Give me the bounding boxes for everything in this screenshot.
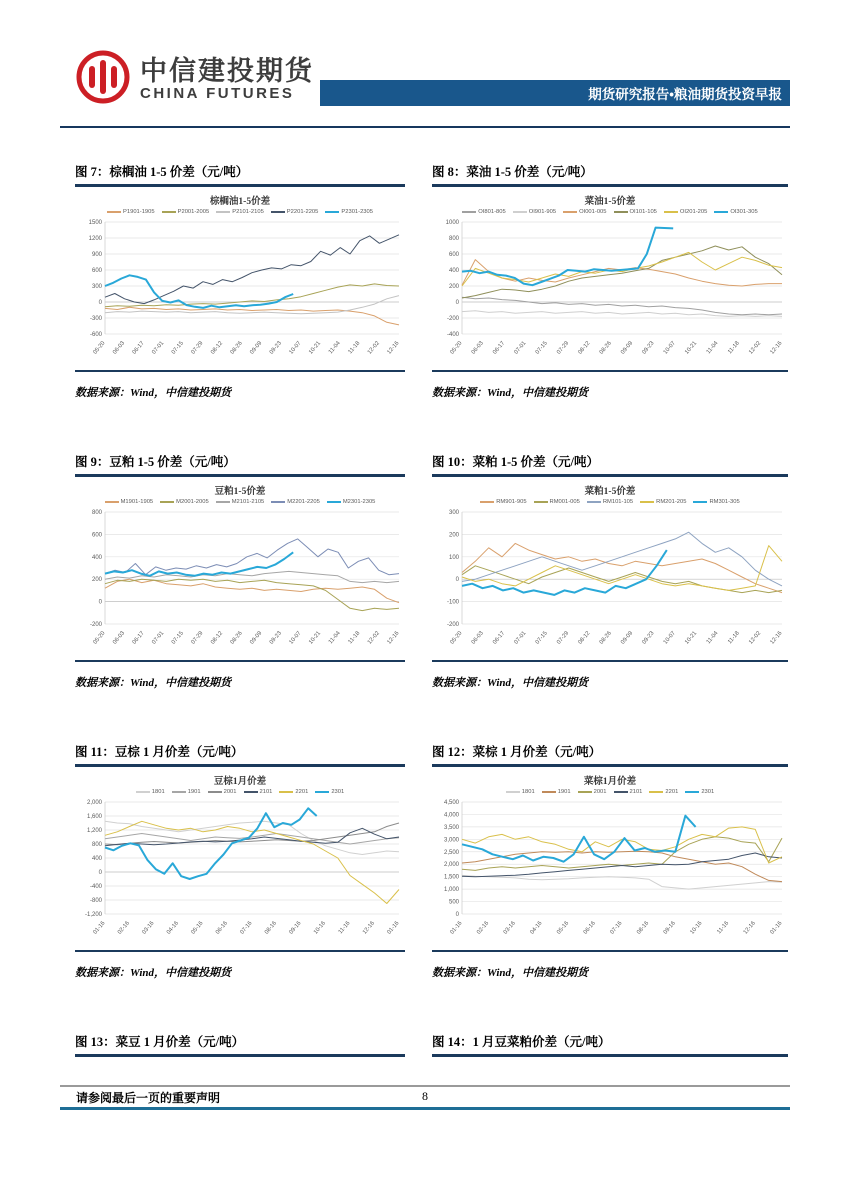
svg-text:10-21: 10-21 (308, 630, 323, 646)
figure-7-chart (75, 187, 405, 372)
legend-swatch (216, 501, 230, 503)
legend-label: P1901-1905 (123, 209, 155, 215)
legend-swatch (172, 791, 186, 793)
svg-text:10-21: 10-21 (684, 630, 699, 646)
svg-text:600: 600 (448, 252, 459, 258)
svg-text:08-12: 08-12 (577, 630, 592, 646)
legend-label: 1901 (557, 789, 571, 795)
svg-text:08-26: 08-26 (598, 340, 613, 356)
legend-swatch (563, 211, 577, 213)
svg-text:11-16: 11-16 (716, 920, 731, 936)
figure-13-caption: 图 13：菜豆 1 月价差（元/吨） (75, 1032, 405, 1057)
legend-label: M2201-2205 (287, 499, 320, 505)
legend-item (162, 209, 210, 215)
legend-label: 2301 (701, 789, 715, 795)
svg-text:08-12: 08-12 (577, 340, 592, 356)
svg-text:08-12: 08-12 (210, 340, 225, 356)
svg-text:200: 200 (448, 284, 459, 290)
figure-12-chart (432, 767, 788, 952)
figure-9-chart (75, 477, 405, 662)
data-source: 数据来源：Wind，中信建投期货 (75, 677, 232, 689)
legend-label: OI101-105 (629, 209, 657, 215)
legend-label: M2001-2005 (176, 499, 209, 505)
figure-10-caption: 图 10：菜粕 1-5 价差（元/吨） (432, 452, 788, 477)
svg-text:1,200: 1,200 (86, 828, 102, 834)
figure-10-chart (432, 477, 788, 662)
svg-text:09-16: 09-16 (288, 920, 303, 936)
chart-plot (75, 216, 405, 368)
legend-label: OI901-905 (528, 209, 557, 215)
legend-label: 2101 (259, 789, 273, 795)
svg-text:-300: -300 (89, 316, 102, 322)
legend-item (542, 789, 571, 795)
legend-item (513, 209, 556, 215)
svg-text:08-26: 08-26 (598, 630, 613, 646)
data-source: 数据来源：Wind，中信建投期货 (75, 387, 232, 399)
legend-swatch (542, 791, 556, 793)
data-source: 数据来源：Wind，中信建投期货 (432, 967, 589, 979)
legend-item (578, 789, 607, 795)
svg-text:4,000: 4,000 (443, 812, 459, 819)
svg-text:06-03: 06-03 (470, 630, 485, 646)
svg-text:0: 0 (455, 300, 459, 306)
svg-text:-800: -800 (89, 898, 102, 904)
svg-text:06-16: 06-16 (582, 920, 597, 936)
svg-text:0: 0 (455, 912, 459, 918)
svg-text:11-18: 11-18 (347, 630, 362, 646)
chart-plot (432, 216, 788, 368)
citic-logo-icon (76, 50, 130, 109)
svg-text:11-04: 11-04 (327, 630, 342, 646)
legend-label: 2201 (295, 789, 309, 795)
svg-text:400: 400 (91, 554, 102, 561)
logo-text-cn: 中信建投期货 (140, 55, 314, 86)
legend-label: RM901-905 (496, 499, 527, 505)
svg-text:06-17: 06-17 (492, 340, 507, 356)
legend-item (714, 209, 757, 215)
legend-label: 1901 (187, 789, 201, 795)
svg-text:07-16: 07-16 (609, 920, 624, 936)
legend-swatch (325, 211, 339, 214)
legend-label: P2101-2105 (232, 209, 264, 215)
legend-item (105, 499, 154, 505)
svg-text:400: 400 (448, 268, 459, 274)
svg-text:09-23: 09-23 (268, 630, 283, 646)
svg-text:3,000: 3,000 (443, 837, 459, 844)
svg-text:08-12: 08-12 (210, 630, 225, 646)
svg-text:07-01: 07-01 (513, 630, 528, 646)
legend-swatch (315, 791, 329, 794)
chart-plot (75, 506, 405, 658)
legend-label: 2301 (331, 789, 345, 795)
svg-text:-200: -200 (446, 622, 459, 628)
svg-text:11-04: 11-04 (705, 630, 720, 646)
svg-text:1000: 1000 (445, 220, 459, 226)
svg-text:12-02: 12-02 (366, 340, 381, 356)
svg-text:0: 0 (455, 577, 459, 584)
figure-13 (75, 1032, 405, 1057)
svg-text:0: 0 (98, 300, 102, 306)
legend-label: 1801 (521, 789, 535, 795)
legend-item (107, 209, 155, 215)
legend-item (534, 499, 580, 505)
legend-swatch (105, 501, 119, 503)
svg-text:0: 0 (98, 870, 102, 876)
legend-swatch (513, 211, 527, 213)
legend-item (216, 209, 264, 215)
legend-swatch (279, 791, 293, 793)
legend-item (136, 789, 165, 795)
svg-text:11-18: 11-18 (727, 630, 741, 646)
svg-text:600: 600 (91, 532, 102, 539)
svg-text:11-04: 11-04 (705, 340, 720, 356)
svg-text:01-16: 01-16 (769, 920, 784, 936)
svg-text:12-02: 12-02 (748, 340, 763, 356)
svg-text:1500: 1500 (88, 220, 102, 226)
legend-swatch (480, 501, 494, 503)
chart-plot (75, 796, 405, 948)
svg-text:11-18: 11-18 (727, 340, 741, 356)
svg-text:-200: -200 (446, 316, 459, 322)
legend-item (279, 789, 308, 795)
figure-9 (75, 452, 405, 690)
svg-text:1,500: 1,500 (443, 874, 459, 881)
svg-text:2,000: 2,000 (443, 862, 459, 869)
legend-label: 2001 (223, 789, 237, 795)
legend-item (693, 499, 739, 505)
legend-label: OI201-205 (679, 209, 708, 215)
legend-item (664, 209, 707, 215)
legend-item (271, 499, 320, 505)
svg-text:07-01: 07-01 (151, 630, 166, 646)
svg-text:-200: -200 (89, 622, 102, 628)
svg-text:200: 200 (91, 577, 102, 584)
chart-canvas (75, 796, 405, 948)
logo-text-en: CHINA FUTURES (140, 85, 295, 103)
legend-swatch (327, 501, 341, 504)
legend-swatch (506, 791, 520, 793)
svg-text:1,600: 1,600 (86, 814, 102, 820)
legend-item (327, 499, 376, 505)
legend-swatch (578, 791, 592, 793)
svg-text:400: 400 (91, 856, 102, 862)
svg-text:09-23: 09-23 (268, 340, 283, 356)
svg-text:07-15: 07-15 (170, 340, 185, 356)
svg-text:12-16: 12-16 (742, 920, 757, 936)
chart-legend (75, 789, 405, 795)
figure-11-chart (75, 767, 405, 952)
svg-text:09-09: 09-09 (620, 340, 635, 356)
legend-swatch (587, 501, 601, 503)
legend-item (587, 499, 633, 505)
chart-title: 菜油1-5价差 (584, 197, 636, 207)
svg-text:07-29: 07-29 (556, 340, 571, 356)
legend-swatch (614, 211, 628, 213)
svg-text:01-16: 01-16 (449, 920, 464, 936)
svg-text:10-07: 10-07 (288, 340, 303, 356)
svg-text:-1,200: -1,200 (84, 912, 102, 918)
svg-text:09-09: 09-09 (620, 630, 635, 646)
figure-10 (432, 452, 788, 690)
svg-text:-400: -400 (89, 884, 102, 890)
svg-text:01-16: 01-16 (92, 920, 107, 936)
figure-9-caption: 图 9：豆粕 1-5 价差（元/吨） (75, 452, 405, 477)
legend-item (685, 789, 714, 795)
svg-text:-600: -600 (89, 332, 102, 338)
svg-text:02-16: 02-16 (476, 920, 491, 936)
figure-12 (432, 742, 788, 980)
legend-label: 2101 (629, 789, 643, 795)
svg-text:03-16: 03-16 (502, 920, 517, 936)
svg-text:0: 0 (98, 599, 102, 606)
svg-text:05-20: 05-20 (92, 340, 107, 356)
svg-text:10-21: 10-21 (684, 340, 699, 356)
svg-text:10-07: 10-07 (288, 630, 303, 646)
chart-canvas (432, 506, 788, 658)
legend-label: RM101-105 (602, 499, 634, 505)
legend-label: P2301-2305 (341, 209, 373, 215)
legend-item (563, 209, 606, 215)
footer-top-rule (60, 1085, 790, 1087)
chart-legend (75, 499, 405, 505)
svg-text:07-29: 07-29 (190, 630, 205, 646)
svg-text:01-16: 01-16 (386, 920, 401, 936)
legend-label: 2201 (665, 789, 679, 795)
legend-swatch (271, 501, 285, 503)
legend-swatch (664, 211, 678, 213)
legend-item (506, 789, 535, 795)
svg-text:12-16: 12-16 (769, 630, 784, 646)
svg-text:500: 500 (448, 899, 459, 906)
chart-canvas (432, 796, 788, 948)
figure-14 (432, 1032, 788, 1057)
svg-text:800: 800 (91, 842, 102, 848)
legend-item (640, 499, 686, 505)
svg-text:11-16: 11-16 (337, 920, 352, 936)
report-banner: 期货研究报告•粮油期货投资早报 (320, 80, 790, 106)
legend-item (244, 789, 273, 795)
svg-text:800: 800 (448, 236, 459, 242)
legend-label: RM201-205 (656, 499, 687, 505)
legend-item (315, 789, 344, 795)
figure-8-chart (432, 187, 788, 372)
data-source: 数据来源：Wind，中信建投期货 (432, 677, 589, 689)
svg-text:2,000: 2,000 (86, 800, 102, 806)
svg-text:07-29: 07-29 (190, 340, 205, 356)
legend-label: RM001-005 (549, 499, 580, 505)
svg-text:08-16: 08-16 (636, 920, 651, 936)
footer-disclaimer: 请参阅最后一页的重要声明 (76, 1091, 221, 1105)
svg-text:08-16: 08-16 (263, 920, 279, 936)
chart-title: 菜棕1月价差 (583, 777, 637, 787)
svg-text:11-04: 11-04 (327, 340, 342, 356)
svg-text:09-23: 09-23 (641, 630, 656, 646)
legend-label: M2301-2305 (342, 499, 376, 505)
svg-text:08-26: 08-26 (229, 630, 244, 646)
svg-text:07-01: 07-01 (151, 340, 166, 356)
legend-label: M2101-2105 (231, 499, 265, 505)
svg-text:07-15: 07-15 (170, 630, 185, 646)
svg-text:09-16: 09-16 (662, 920, 677, 936)
legend-swatch (136, 791, 150, 793)
svg-text:12-16: 12-16 (361, 920, 377, 936)
svg-text:10-16: 10-16 (689, 920, 704, 936)
svg-text:-100: -100 (446, 599, 459, 606)
legend-swatch (208, 791, 222, 793)
legend-swatch (685, 791, 699, 794)
svg-text:05-16: 05-16 (190, 920, 205, 936)
svg-text:08-26: 08-26 (229, 340, 244, 356)
legend-swatch (614, 791, 628, 793)
chart-title: 菜粕1-5价差 (584, 487, 636, 497)
svg-text:200: 200 (448, 532, 459, 539)
chart-legend (432, 789, 788, 795)
svg-text:12-16: 12-16 (386, 630, 401, 646)
data-source: 数据来源：Wind，中信建投期货 (75, 967, 232, 979)
legend-swatch (160, 501, 174, 503)
svg-text:10-07: 10-07 (662, 630, 677, 646)
legend-label: RM301-305 (709, 499, 740, 505)
svg-text:12-02: 12-02 (748, 630, 763, 646)
svg-text:02-16: 02-16 (116, 920, 132, 936)
svg-text:12-16: 12-16 (769, 340, 784, 356)
legend-swatch (534, 501, 548, 503)
legend-swatch (271, 211, 285, 213)
legend-item (216, 499, 265, 505)
svg-text:07-15: 07-15 (534, 340, 549, 356)
svg-text:11-18: 11-18 (347, 340, 362, 356)
svg-text:100: 100 (448, 554, 459, 561)
svg-text:10-21: 10-21 (308, 340, 323, 356)
legend-label: OI801-805 (478, 209, 506, 215)
svg-text:300: 300 (448, 510, 459, 516)
svg-text:12-16: 12-16 (386, 340, 401, 356)
figure-8 (432, 162, 788, 400)
legend-swatch (107, 211, 121, 213)
page-number: 8 (422, 1089, 428, 1103)
svg-text:07-15: 07-15 (534, 630, 549, 646)
chart-canvas (432, 216, 788, 368)
legend-item (614, 209, 657, 215)
chart-legend (432, 499, 788, 505)
svg-text:10-07: 10-07 (662, 340, 677, 356)
svg-text:06-03: 06-03 (112, 630, 127, 646)
svg-text:600: 600 (91, 268, 102, 274)
svg-text:1200: 1200 (88, 236, 102, 242)
legend-item (480, 499, 526, 505)
chart-canvas (75, 506, 405, 658)
figure-7-caption: 图 7：棕榈油 1-5 价差（元/吨） (75, 162, 405, 187)
figure-7 (75, 162, 405, 400)
svg-text:07-01: 07-01 (513, 340, 528, 356)
legend-item (462, 209, 505, 215)
footer-bottom-rule (60, 1107, 790, 1110)
svg-text:12-02: 12-02 (366, 630, 381, 646)
svg-text:06-17: 06-17 (131, 340, 146, 356)
svg-text:03-16: 03-16 (141, 920, 156, 936)
data-source: 数据来源：Wind，中信建投期货 (432, 387, 589, 399)
figure-12-caption: 图 12：菜棕 1 月价差（元/吨） (432, 742, 788, 767)
svg-text:3,500: 3,500 (443, 824, 459, 831)
legend-item (614, 789, 643, 795)
legend-swatch (714, 211, 728, 214)
legend-item (325, 209, 373, 215)
svg-text:05-20: 05-20 (449, 630, 464, 646)
svg-text:800: 800 (91, 510, 102, 516)
figure-11 (75, 742, 405, 980)
chart-title: 棕榈油1-5价差 (209, 197, 271, 207)
legend-swatch (244, 791, 258, 793)
svg-text:09-09: 09-09 (249, 340, 264, 356)
legend-label: OI301-305 (730, 209, 758, 215)
svg-text:4,500: 4,500 (443, 800, 459, 806)
company-logo (76, 50, 314, 109)
legend-label: 2001 (593, 789, 607, 795)
legend-swatch (640, 501, 654, 503)
legend-label: OI001-005 (579, 209, 607, 215)
legend-label: 1801 (151, 789, 165, 795)
legend-swatch (216, 211, 230, 213)
legend-label: P2201-2205 (286, 209, 319, 215)
legend-item (649, 789, 678, 795)
legend-swatch (162, 211, 176, 213)
header-rule (60, 126, 790, 128)
svg-text:2,500: 2,500 (443, 849, 459, 856)
legend-label: M1901-1905 (120, 499, 154, 505)
svg-text:900: 900 (91, 252, 102, 258)
svg-text:1,000: 1,000 (443, 887, 459, 894)
svg-text:04-16: 04-16 (165, 920, 181, 936)
svg-text:10-16: 10-16 (312, 920, 328, 936)
svg-text:06-03: 06-03 (470, 340, 485, 356)
svg-text:06-03: 06-03 (112, 340, 127, 356)
legend-label: P2001-2005 (177, 209, 210, 215)
legend-item (208, 789, 237, 795)
svg-text:05-20: 05-20 (449, 340, 464, 356)
legend-swatch (693, 501, 707, 504)
figure-11-caption: 图 11：豆棕 1 月价差（元/吨） (75, 742, 405, 767)
svg-text:05-16: 05-16 (556, 920, 571, 936)
svg-text:04-16: 04-16 (529, 920, 544, 936)
chart-title: 豆粕1-5价差 (214, 487, 266, 497)
legend-swatch (649, 791, 663, 793)
chart-title: 豆棕1月价差 (213, 777, 267, 787)
svg-text:06-17: 06-17 (492, 630, 507, 646)
svg-text:09-09: 09-09 (249, 630, 264, 646)
svg-text:05-20: 05-20 (92, 630, 107, 646)
svg-text:07-16: 07-16 (239, 920, 254, 936)
legend-swatch (462, 211, 476, 213)
legend-item (172, 789, 201, 795)
svg-text:06-16: 06-16 (214, 920, 230, 936)
svg-text:300: 300 (91, 284, 102, 290)
figure-14-caption: 图 14：1 月豆菜粕价差（元/吨） (432, 1032, 788, 1057)
svg-text:06-17: 06-17 (131, 630, 146, 646)
chart-plot (432, 796, 788, 948)
legend-item (271, 209, 319, 215)
chart-legend (75, 209, 405, 215)
svg-text:-400: -400 (446, 332, 459, 338)
svg-text:09-23: 09-23 (641, 340, 656, 356)
chart-plot (432, 506, 788, 658)
figure-8-caption: 图 8：菜油 1-5 价差（元/吨） (432, 162, 788, 187)
svg-text:07-29: 07-29 (556, 630, 571, 646)
chart-canvas (75, 216, 405, 368)
chart-legend (432, 209, 788, 215)
legend-item (160, 499, 209, 505)
